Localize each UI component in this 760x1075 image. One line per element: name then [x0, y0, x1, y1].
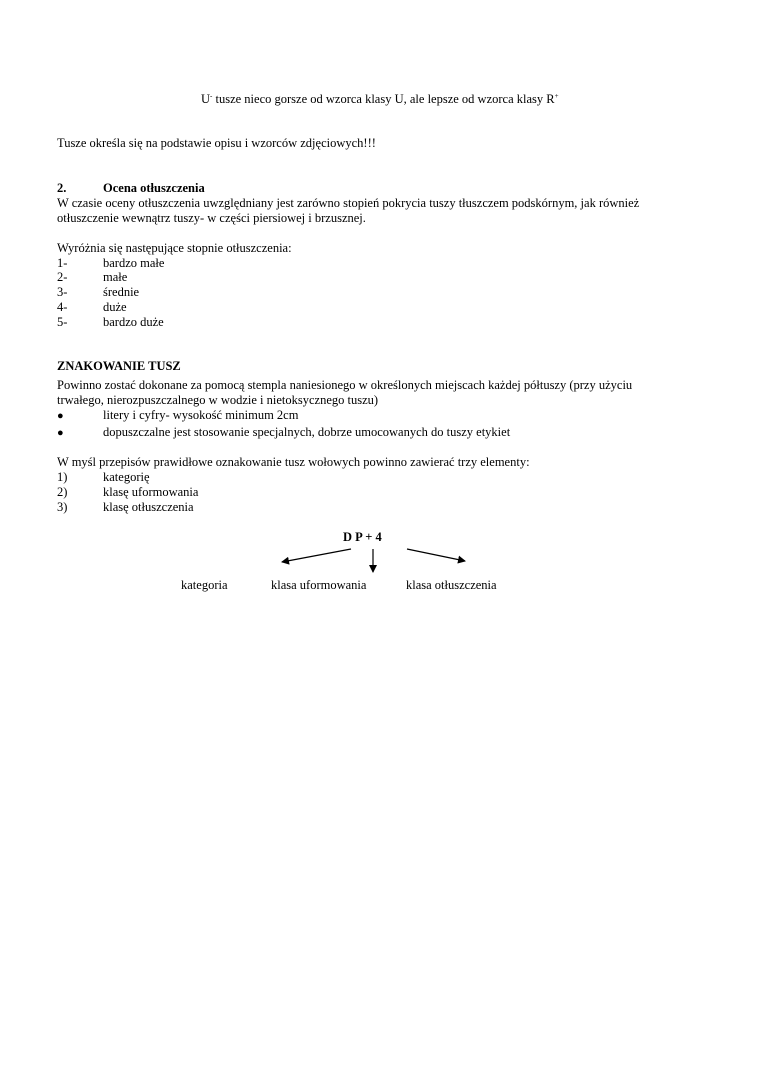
level-label: bardzo małe	[103, 256, 165, 270]
level-label: bardzo duże	[103, 315, 164, 329]
diagram-label-conformation: klasa uformowania	[271, 578, 367, 592]
element-number: 1)	[57, 470, 68, 484]
arrow-right	[407, 549, 465, 561]
photo-note: Tusze określa się na podstawie opisu i wzorców zdjęciowych!!!	[57, 136, 376, 150]
elements-intro: W myśl przepisów prawidłowe oznakowanie tusz wołowych powinno zawierać trzy elementy:	[57, 455, 530, 469]
level-label: średnie	[103, 285, 140, 299]
bullet-icon: ●	[57, 410, 64, 422]
level-label: małe	[103, 270, 128, 284]
levels-intro: Wyróżnia się następujące stopnie otłuszczenia:	[57, 241, 292, 255]
diagram-label-category: kategoria	[181, 578, 228, 592]
bullet-text: dopuszczalne jest stosowanie specjalnych, dobrze umocowanych do tuszy etykiet	[103, 425, 511, 439]
intro-prefix: U	[201, 92, 211, 106]
marking-heading: ZNAKOWANIE TUSZ	[57, 359, 181, 373]
level-number: 2-	[57, 270, 68, 284]
bullet-text: litery i cyfry- wysokość minimum 2cm	[103, 408, 299, 422]
diagram-code: D P + 4	[343, 530, 382, 544]
section2-number: 2.	[57, 181, 67, 195]
level-number: 5-	[57, 315, 68, 329]
marking-paragraph-line1: Powinno zostać dokonane za pomocą stempla naniesionego w określonych miejscach każdej półtuszy (przy użyciu	[57, 378, 633, 392]
level-label: duże	[103, 300, 127, 314]
section2-paragraph-line2: otłuszczenie wewnątrz tuszy- w części piersiowej i brzusznej.	[57, 211, 366, 225]
diagram-label-fat-class: klasa otłuszczenia	[406, 578, 497, 592]
intro-suffix-sup: +	[554, 92, 559, 100]
intro-text: tusze nieco gorsze od wzorca klasy U, ale lepsze od wzorca klasy R	[212, 92, 555, 106]
intro-prefix-sup: -	[210, 92, 213, 100]
bullet-icon: ●	[57, 427, 64, 439]
arrow-left	[282, 549, 351, 562]
element-number: 2)	[57, 485, 68, 499]
element-number: 3)	[57, 500, 68, 514]
element-label: klasę otłuszczenia	[103, 500, 194, 514]
level-number: 3-	[57, 285, 68, 299]
level-number: 4-	[57, 300, 68, 314]
element-label: klasę uformowania	[103, 485, 199, 499]
marking-paragraph-line2: trwałego, nierozpuszczalnego w wodzie i nietoksycznego tuszu)	[57, 393, 379, 407]
level-number: 1-	[57, 256, 68, 270]
element-label: kategorię	[103, 470, 150, 484]
section2-title: Ocena otłuszczenia	[103, 181, 205, 195]
section2-paragraph-line1: W czasie oceny otłuszczenia uwzględniany jest zarówno stopień pokrycia tuszy tłuszczem podskórnym, jak również	[57, 196, 640, 210]
